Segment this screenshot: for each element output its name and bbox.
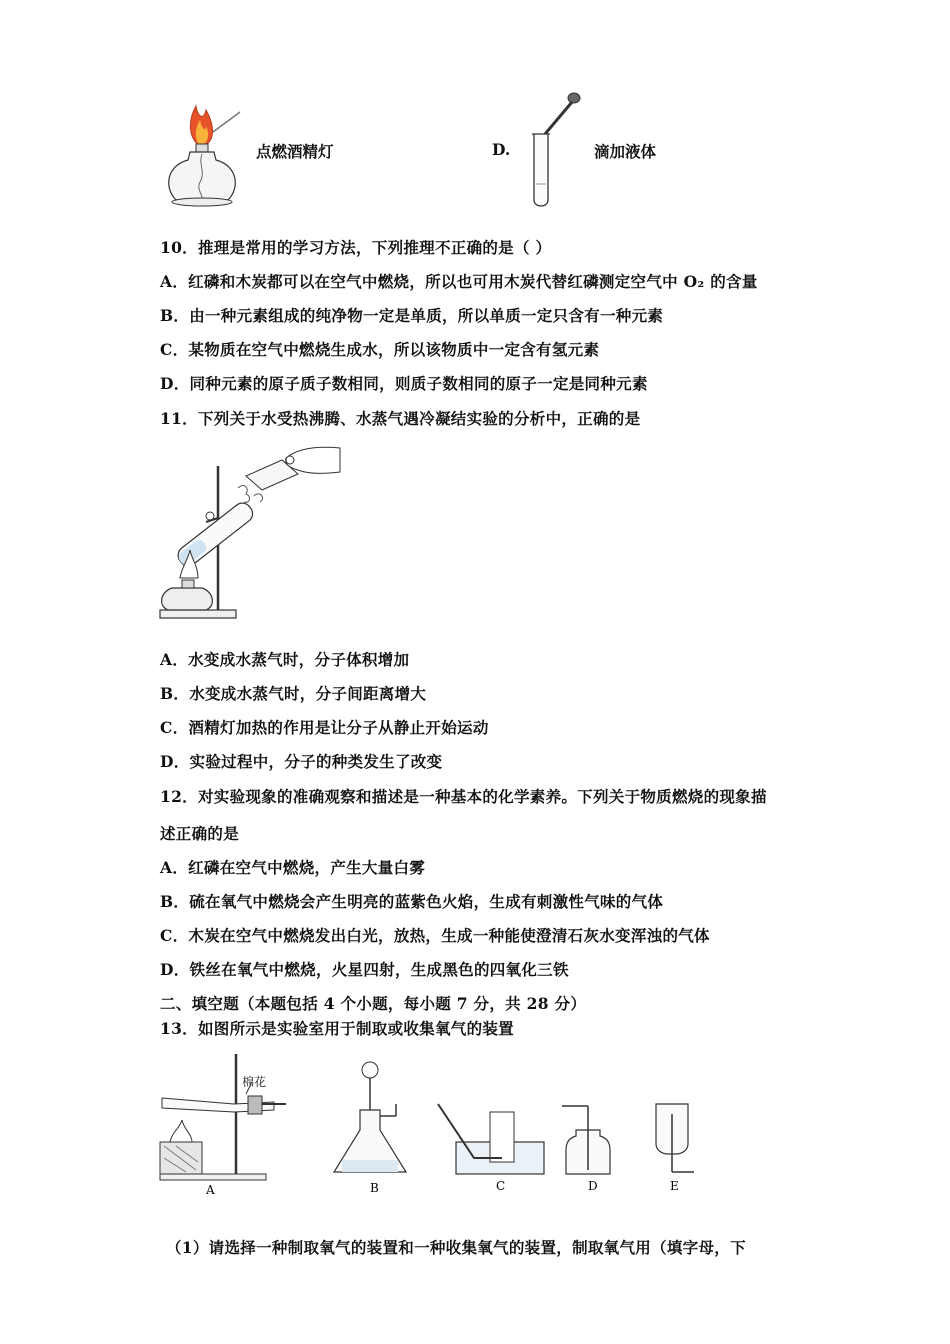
dropper-test-tube-figure	[528, 88, 586, 212]
apparatus-a	[160, 1054, 286, 1180]
apparatus-label-d: D	[588, 1179, 598, 1193]
q13-sub-1: （1）请选择一种制取氧气的装置和一种收集氧气的装置，制取氧气用（填字母，下	[166, 1238, 746, 1257]
q10-option-c: C．某物质在空气中燃烧生成水，所以该物质中一定含有氢元素	[160, 340, 600, 359]
q11-option-b: B．水变成水蒸气时，分子间距离增大	[160, 684, 427, 703]
q12-stem-line1: 12．对实验现象的准确观察和描述是一种基本的化学素养。下列关于物质燃烧的现象描	[160, 787, 767, 806]
cotton-label: 棉花	[242, 1075, 267, 1089]
option-d-letter: D.	[492, 140, 511, 159]
option-c-text: 点燃酒精灯	[256, 142, 334, 161]
q11-stem: 11．下列关于水受热沸腾、水蒸气遇冷凝结实验的分析中，正确的是	[160, 409, 641, 428]
apparatus-label-e: E	[670, 1179, 679, 1193]
q13-stem: 13．如图所示是实验室用于制取或收集氧气的装置	[160, 1019, 514, 1038]
apparatus-label-b: B	[370, 1181, 379, 1195]
q11-option-a: A．水变成水蒸气时，分子体积增加	[160, 650, 410, 669]
boiling-water-apparatus-figure	[158, 438, 343, 626]
alcohol-lamp-lighting-figure	[158, 100, 248, 212]
q12-stem-line2: 述正确的是	[160, 824, 240, 843]
apparatus-label-c: C	[496, 1179, 506, 1193]
q12-option-c: C．木炭在空气中燃烧发出白光，放热，生成一种能使澄清石灰水变浑浊的气体	[160, 926, 710, 945]
q10-stem: 10．推理是常用的学习方法，下列推理不正确的是（ ）	[160, 238, 552, 257]
q10-option-d: D．同种元素的原子质子数相同，则质子数相同的原子一定是同种元素	[160, 374, 648, 393]
q12-option-b: B．硫在氧气中燃烧会产生明亮的蓝紫色火焰，生成有刺激性气味的气体	[160, 892, 664, 911]
q11-option-c: C．酒精灯加热的作用是让分子从静止开始运动	[160, 718, 489, 737]
apparatus-c	[438, 1104, 544, 1174]
q10-option-a: A．红磷和木炭都可以在空气中燃烧，所以也可用木炭代替红磷测定空气中 O₂ 的含量	[160, 272, 758, 291]
q11-option-d: D．实验过程中，分子的种类发生了改变	[160, 752, 443, 771]
q12-option-a: A．红磷在空气中燃烧，产生大量白雾	[160, 858, 426, 877]
oxygen-apparatus-figure	[156, 1046, 701, 1200]
apparatus-b	[334, 1062, 406, 1172]
apparatus-e	[656, 1104, 694, 1172]
section-2-heading: 二、填空题（本题包括 4 个小题，每小题 7 分，共 28 分）	[160, 994, 587, 1013]
apparatus-d	[562, 1106, 610, 1174]
option-d-text: 滴加液体	[594, 142, 657, 161]
q12-option-d: D．铁丝在氧气中燃烧，火星四射，生成黑色的四氧化三铁	[160, 960, 569, 979]
q10-option-b: B．由一种元素组成的纯净物一定是单质，所以单质一定只含有一种元素	[160, 306, 664, 325]
apparatus-label-a: A	[206, 1183, 215, 1197]
